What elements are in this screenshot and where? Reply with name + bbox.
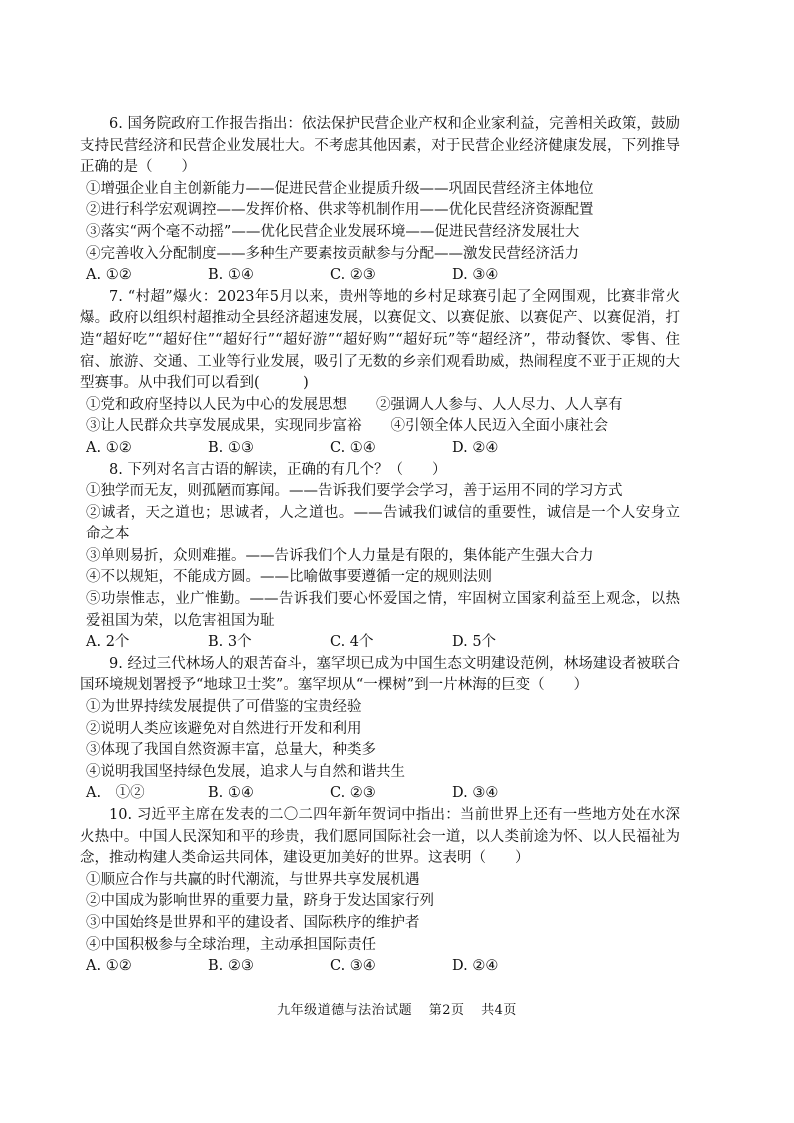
statement-item: ①为世界持续发展提供了可借鉴的宝贵经验 (86, 699, 362, 716)
answer-options (80, 438, 680, 460)
option-c: C. ①④ (330, 439, 376, 456)
option-d: D. ②④ (452, 439, 499, 456)
page-footer (0, 999, 794, 1018)
question-stem: 8. 下列对名言古语的解读，正确的有几个？（ ） (109, 461, 447, 478)
answer-options (80, 265, 680, 287)
option-c: C. 4个 (330, 634, 374, 651)
option-d: D. 5个 (452, 634, 497, 651)
question-9 (80, 654, 680, 805)
exam-page (80, 114, 680, 978)
question-stem: 6. 国务院政府工作报告指出：依法保护民营企业产权和企业家利益，完善相关政策，鼓励支持民营经济和民营企业发展壮大。不考虑其他因素，对于民营企业经济健康发展，下列推导正确的是（ ） (80, 116, 680, 176)
question-stem: 7. “村超”爆火：2023年5月以来，贵州等地的乡村足球赛引起了全网围观，比赛非常火爆。政府以组织村超推动全县经济超速发展，以赛促文、以赛促旅、以赛促产、以赛促消，打造“超好吃”“超好住”“超好行”“超好游”“超好购”“超好玩”等“超经济”，带动餐饮、零售、住宿、旅游、交通、工业等行业发展，吸引了无数的乡亲们观看助威，热闹程度不亚于正规的大型赛事。从中我们可以看到( ) (80, 288, 680, 392)
option-b: B. ①④ (208, 267, 254, 284)
question-stem: 10. 习近平主席在发表的二〇二四年新年贺词中指出：当前世界上还有一些地方处在水深火热中。中国人民深知和平的珍贵，我们愿同国际社会一道，以人类前途为怀、以人民福祉为念，推动构建人类命运共同体，建设更加美好的世界。这表明（ ） (80, 807, 680, 867)
statement-item: ②中国成为影响世界的重要力量，跻身于发达国家行列 (86, 893, 434, 910)
statement-item: ①党和政府坚持以人民为中心的发展思想 ②强调人人参与、人人尽力、人人享有 (86, 396, 623, 413)
statement-item: ③让人民群众共享发展成果，实现同步富裕 ④引领全体人民迈入全面小康社会 (86, 418, 608, 435)
statement-item: ②说明人类应该避免对自然进行开发和利用 (86, 720, 362, 737)
option-d: D. ②④ (452, 958, 499, 975)
question-7 (80, 287, 680, 460)
statement-item: ③中国始终是世界和平的建设者、国际秩序的维护者 (86, 914, 420, 931)
statement-item: ②诚者，天之道也；思诚者，人之道也。——告诫我们诚信的重要性，诚信是一个人安身立命之本 (86, 504, 680, 543)
question-stem: 9. 经过三代林场人的艰苦奋斗，塞罕坝已成为中国生态文明建设范例，林场建设者被联合国环境规划署授予“地球卫士奖”。塞罕坝从“一棵树”到一片林海的巨变（ ） (80, 655, 680, 694)
option-d: D. ③④ (452, 785, 499, 802)
option-d: D. ③④ (452, 267, 499, 284)
option-b: B. 3个 (208, 634, 252, 651)
option-c: C. ③④ (330, 958, 376, 975)
option-a: A. 2个 (86, 634, 130, 651)
statement-item: ①增强企业自主创新能力——促进民营企业提质升级——巩固民营经济主体地位 (86, 180, 594, 197)
option-a: A. ①② (86, 785, 145, 802)
option-a: A. ①② (86, 958, 132, 975)
option-c: C. ②③ (330, 785, 376, 802)
statement-item: ⑤功崇惟志，业广惟勤。——告诉我们要心怀爱国之情，牢固树立国家利益至上观念，以热爱祖国为荣，以危害祖国为耻 (86, 591, 680, 629)
statement-item: ④不以规矩，不能成方圆。——比喻做事要遵循一定的规则法则 (86, 569, 492, 586)
option-b: B. ①③ (208, 439, 254, 456)
option-c: C. ②③ (330, 267, 376, 284)
statement-item: ③落实“两个毫不动摇”——优化民营企业发展环境——促进民营经济发展壮大 (86, 223, 580, 240)
question-8 (80, 460, 680, 654)
footer-page-number: 第2页 (428, 1003, 465, 1018)
footer-total-pages: 共4页 (481, 1003, 517, 1018)
statement-item: ③体现了我国自然资源丰富，总量大，种类多 (86, 742, 376, 759)
answer-options (80, 956, 680, 978)
statement-item: ②进行科学宏观调控——发挥价格、供求等机制作用——优化民营经济资源配置 (86, 202, 594, 219)
answer-options (80, 632, 680, 654)
question-10 (80, 805, 680, 978)
statement-item: ①独学而无友，则孤陋而寡闻。——告诉我们要学会学习，善于运用不同的学习方式 (86, 483, 623, 500)
statement-item: ④完善收入分配制度——多种生产要素按贡献参与分配——激发民营经济活力 (86, 245, 579, 262)
option-a: A. ①② (86, 439, 132, 456)
option-b: B. ②③ (208, 958, 254, 975)
answer-options (80, 783, 680, 805)
statement-item: ①顺应合作与共赢的时代潮流，与世界共享发展机遇 (86, 871, 420, 888)
question-6 (80, 114, 680, 287)
option-a: A. ①② (86, 267, 132, 284)
option-b: B. ①④ (208, 785, 254, 802)
statement-item: ④中国积极参与全球治理，主动承担国际责任 (86, 936, 376, 953)
statement-item: ③单则易折，众则难摧。——告诉我们个人力量是有限的，集体能产生强大合力 (86, 547, 594, 564)
footer-subject: 九年级道德与法治试题 (277, 1003, 413, 1018)
statement-item: ④说明我国坚持绿色发展，追求人与自然和谐共生 (86, 763, 405, 780)
